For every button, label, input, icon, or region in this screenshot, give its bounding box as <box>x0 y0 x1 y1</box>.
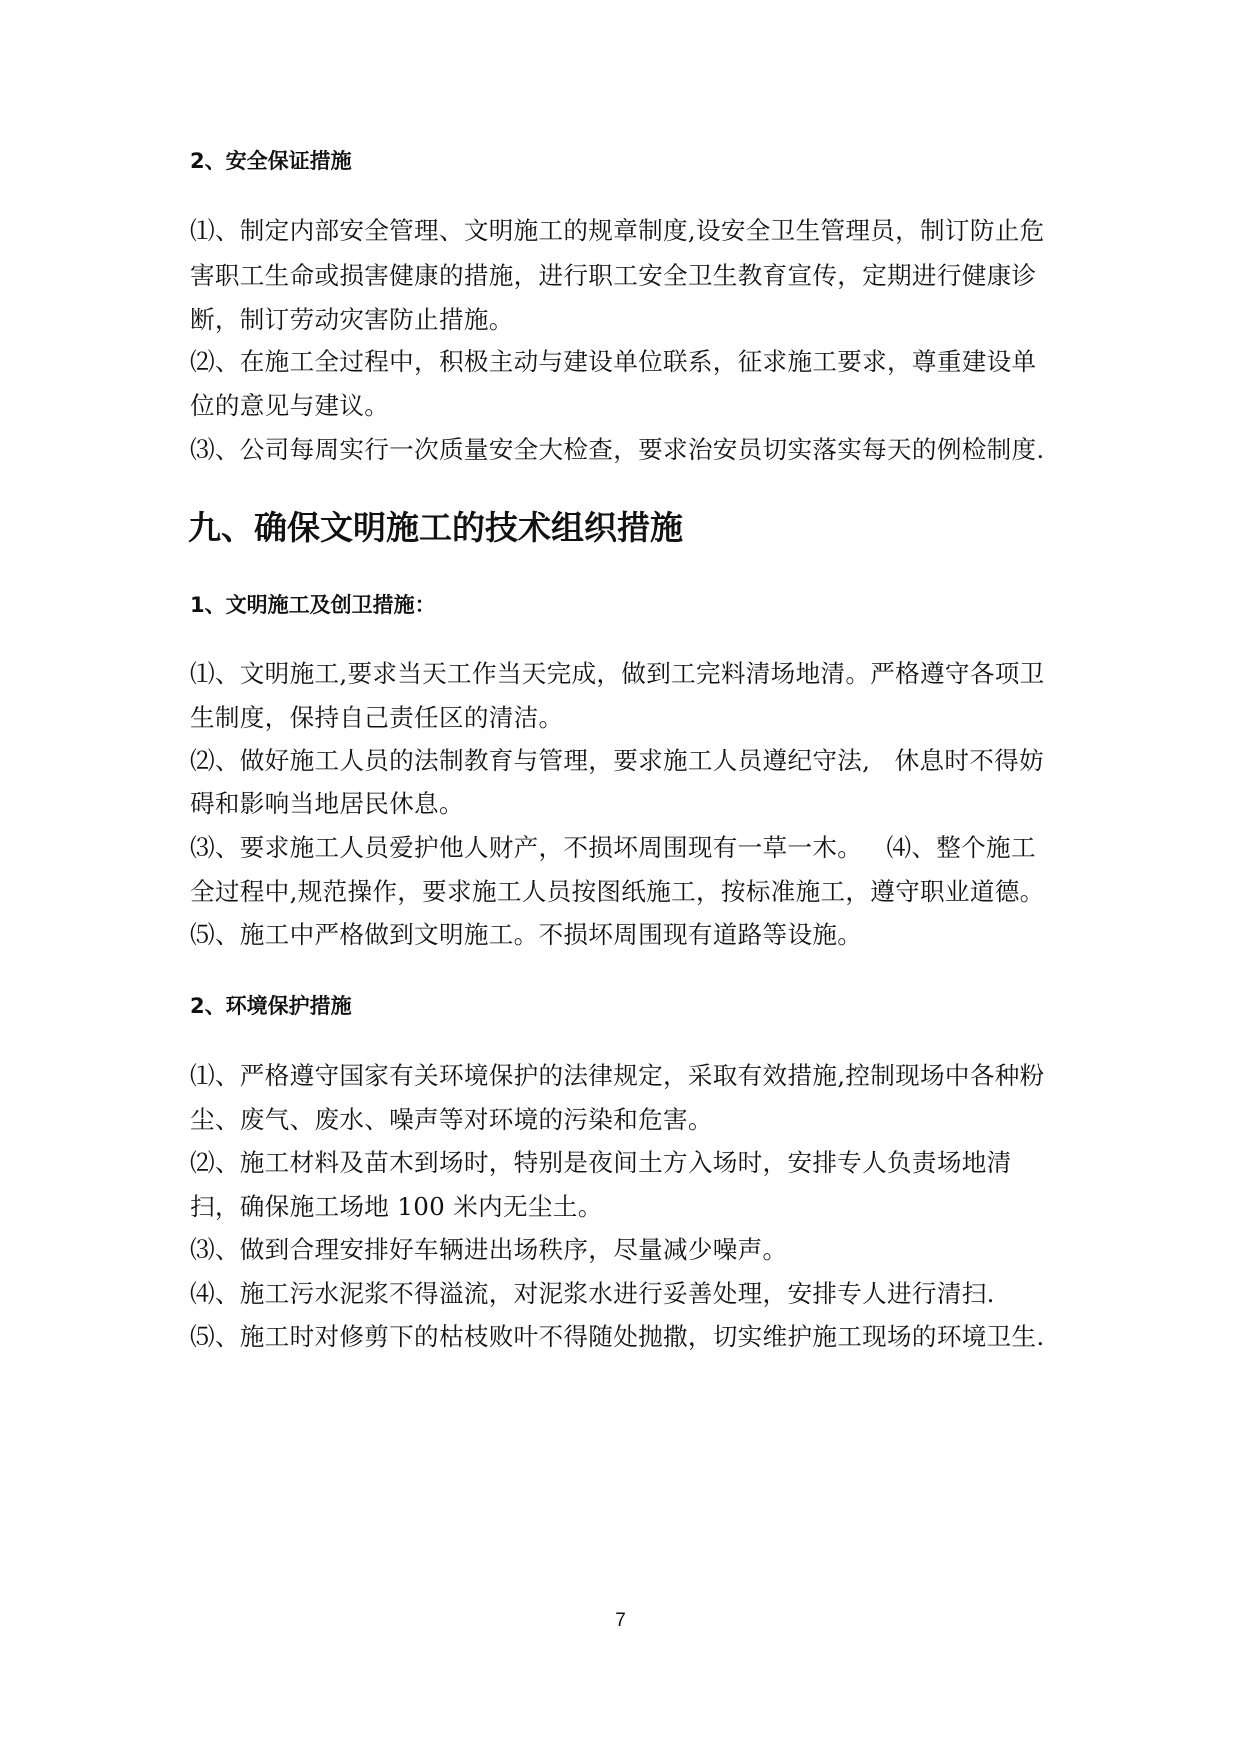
paragraph-line: 碍和影响当地居民休息。 <box>190 789 464 818</box>
paragraph-line: ⑵、施工材料及苗木到场时，特别是夜间土方入场时，安排专人负责场地清 <box>190 1148 1012 1177</box>
paragraph-line: 害职工生命或损害健康的措施，进行职工安全卫生教育宣传，定期进行健康诊 <box>190 261 1037 290</box>
paragraph-line: ⑴、严格遵守国家有关环境保护的法律规定，采取有效措施,控制现场中各种粉 <box>190 1061 1045 1090</box>
paragraph-line: 全过程中,规范操作，要求施工人员按图纸施工，按标准施工，遵守职业道德。 <box>190 877 1045 906</box>
paragraph-line: 尘、废气、废水、噪声等对环境的污染和危害。 <box>190 1105 713 1134</box>
section-heading-environment: 2、环境保护措施 <box>190 994 352 1018</box>
section-heading-civil: 1、文明施工及创卫措施： <box>190 593 436 617</box>
paragraph-line: 断，制订劳动灾害防止措施。 <box>190 305 514 334</box>
page-number: 7 <box>615 1610 626 1631</box>
paragraph-line: 位的意见与建议。 <box>190 391 390 420</box>
paragraph-line: ⑴、文明施工,要求当天工作当天完成，做到工完料清场地清。严格遵守各项卫 <box>190 659 1045 688</box>
paragraph-line: ⑸、施工时对修剪下的枯枝败叶不得随处抛撒，切实维护施工现场的环境卫生. <box>190 1322 1045 1351</box>
paragraph-line: ⑶、要求施工人员爱护他人财产，不损坏周围现有一草一木。 ⑷、整个施工 <box>190 833 1036 862</box>
chapter-heading: 九、确保文明施工的技术组织措施 <box>188 508 683 547</box>
paragraph-line: ⑴、制定内部安全管理、文明施工的规章制度,设安全卫生管理员，制订防止危 <box>190 216 1045 245</box>
paragraph-line: 扫，确保施工场地 100 米内无尘土。 <box>190 1192 603 1221</box>
section-heading-safety: 2、安全保证措施 <box>190 149 352 173</box>
paragraph-line: ⑷、施工污水泥浆不得溢流，对泥浆水进行妥善处理，安排专人进行清扫. <box>190 1279 995 1308</box>
paragraph-line: ⑶、做到合理安排好车辆进出场秩序，尽量减少噪声。 <box>190 1235 788 1264</box>
paragraph-line: 生制度，保持自己责任区的清洁。 <box>190 703 564 732</box>
paragraph-line: ⑵、在施工全过程中，积极主动与建设单位联系，征求施工要求，尊重建设单 <box>190 347 1037 376</box>
paragraph-line: ⑸、施工中严格做到文明施工。不损坏周围现有道路等设施。 <box>190 920 863 949</box>
paragraph-line: ⑶、公司每周实行一次质量安全大检查，要求治安员切实落实每天的例检制度. <box>190 435 1045 464</box>
paragraph-line: ⑵、做好施工人员的法制教育与管理，要求施工人员遵纪守法, 休息时不得妨 <box>190 746 1044 775</box>
